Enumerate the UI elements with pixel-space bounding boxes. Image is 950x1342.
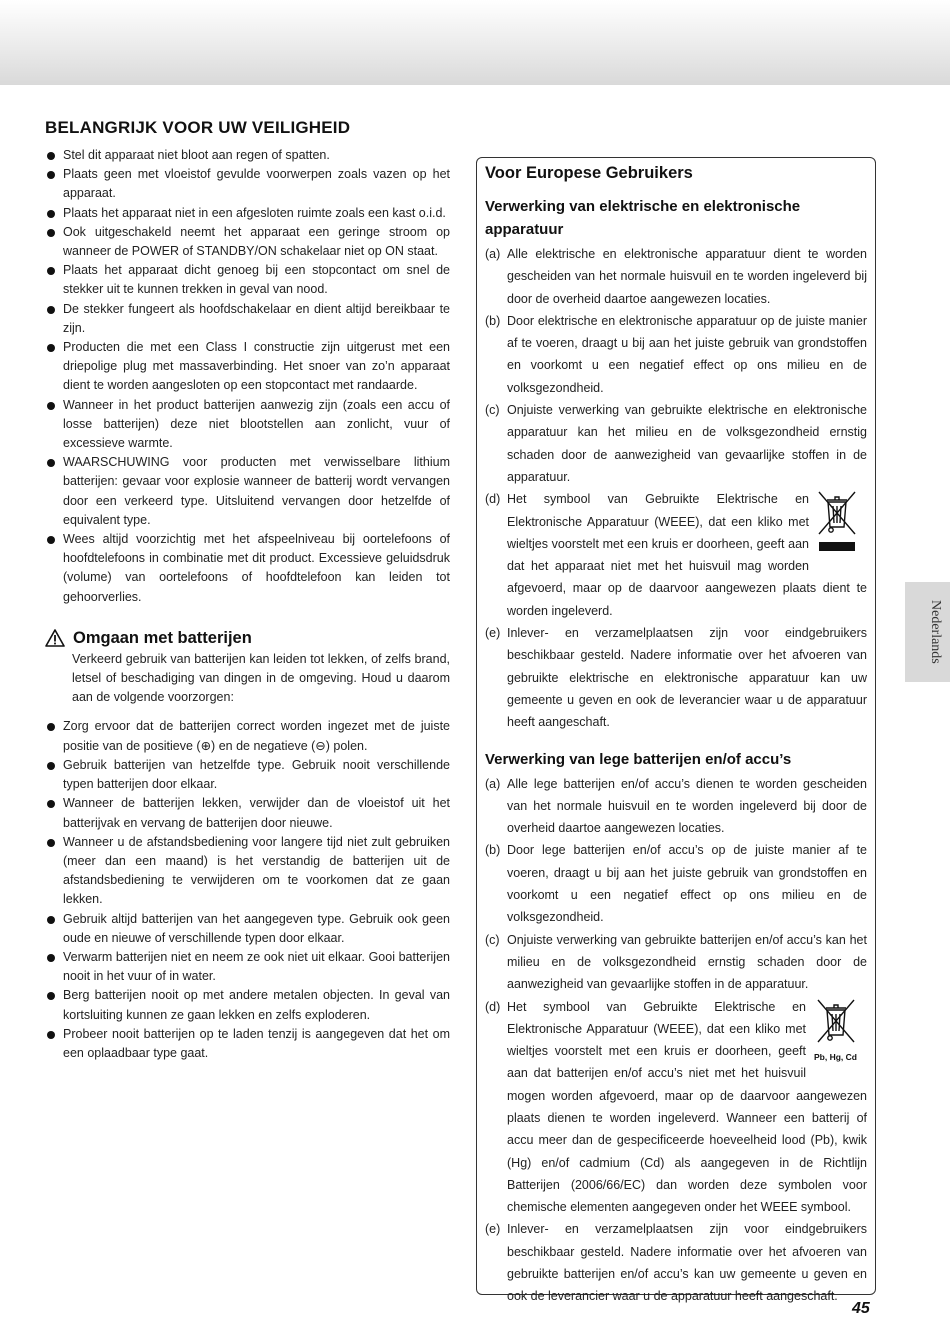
list-item: Wanneer u de afstandsbediening voor langere tijd niet zult gebruiken (meer dan een maand) is het verstandig de batterijen uit de afstandsbediening te verwijderen om te voorkomen dat ze gaan lekken. — [45, 833, 450, 910]
item-label: (e) — [485, 1222, 501, 1237]
list-item — [485, 1218, 867, 1307]
list-item: Probeer nooit batterijen op te laden tenzij is aangegeven dat het om een oplaadbaar type gaat. — [45, 1025, 450, 1063]
item-text: Inlever- en verzamelplaatsen zijn voor eindgebruikers beschikbaar gesteld. Nadere informatie over het afvoeren van gebruikte elektrische en elektronische apparatuur kan uw gemeente u geven en ook de leverancier waar u de apparatuur heeft aangeschaft. — [507, 626, 867, 730]
item-text: Inlever- en verzamelplaatsen zijn voor eindgebruikers beschikbaar gesteld. Nadere informatie over het afvoeren van gebruikte batterijen en/of accu’s kan uw gemeente u geven en ook de leverancier waar u de apparatuur heeft aangeschaft. — [507, 1222, 867, 1304]
item-text: Alle lege batterijen en/of accu’s dienen te worden gescheiden van het normale huisvuil en te worden ingeleverd bij door de overheid daartoe aangewezen locaties. — [507, 776, 867, 836]
battery-section-title: Omgaan met batterijen — [73, 628, 252, 647]
left-column — [45, 118, 450, 1063]
list-item: Stel dit apparaat niet bloot aan regen of spatten. — [45, 146, 450, 165]
list-item — [485, 243, 867, 310]
list-item — [485, 310, 867, 399]
weee-symbol — [817, 490, 857, 551]
european-users-box — [476, 157, 876, 1304]
item-label: (d) — [485, 492, 501, 507]
list-item: De stekker fungeert als hoofdschakelaar en dient altijd bereikbaar te zijn. — [45, 300, 450, 338]
weee-bar — [819, 542, 855, 551]
battery-disposal-list — [485, 773, 867, 1308]
item-label: (a) — [485, 247, 501, 261]
item-label: (d) — [485, 999, 501, 1014]
battery-section-header — [45, 629, 450, 648]
list-item: Verwarm batterijen niet en neem ze ook niet uit elkaar. Gooi batterijen nooit in het vuur of in water. — [45, 948, 450, 986]
header-band — [0, 0, 950, 85]
list-item — [485, 488, 867, 622]
chemical-symbols: Pb, Hg, Cd — [814, 1051, 857, 1062]
list-item — [485, 996, 867, 1219]
item-text: Onjuiste verwerking van gebruikte elektrische en elektronische apparatuur kan het milieu en de volksgezondheid ernstig schaden door de aanwezigheid van gevaarlijke stoffen in de apparatuur. — [507, 403, 867, 484]
battery-intro: Verkeerd gebruik van batterijen kan leiden tot lekken, of zelfs brand, letsel of beschadiging van dingen in de omgeving. Houd u daarom aan de volgende voorzorgen: — [72, 651, 450, 705]
item-text: Door lege batterijen en/of accu’s op de juiste manier af te voeren, draagt u bij aan het juiste gebruik van grondstoffen en voorkomt u een negatief effect op ons milieu en de volksgezondheid. — [507, 843, 867, 925]
list-item: Plaats het apparaat niet in een afgesloten ruimte zoals een kast o.i.d. — [45, 204, 450, 223]
list-item: Wanneer de batterijen lekken, verwijder dan de vloeistof uit het batterijvak en vervang de batterijen door nieuwe. — [45, 794, 450, 832]
item-label: (c) — [485, 403, 500, 418]
weee-list — [485, 243, 867, 734]
list-item — [485, 773, 867, 840]
item-text: Onjuiste verwerking van gebruikte batterijen en/of accu’s kan het milieu en de volksgezondheid ernstig schaden door de aanwezigheid van gevaarlijke stoffen in de apparatuur. — [507, 932, 867, 992]
battery-disposal-heading: Verwerking van lege batterijen en/of accu’s — [485, 750, 792, 768]
list-item — [485, 399, 867, 488]
item-text: Door elektrische en elektronische apparatuur op de juiste manier af te voeren, draagt u bij aan het juiste gebruik van grondstoffen en voorkomt u een negatief effect op ons milieu en de volksgezondheid. — [507, 313, 867, 395]
list-item — [485, 622, 867, 733]
list-item: Plaats geen met vloeistof gevulde voorwerpen zoals vazen op het apparaat. — [45, 165, 450, 203]
item-label: (a) — [485, 776, 501, 791]
list-item — [485, 839, 867, 928]
list-item — [485, 929, 867, 996]
item-text: Het symbool van Gebruikte Elektrische en Elektronische Apparatuur (WEEE), dat een kliko met wieltjes voorstelt met een kruis er doorheen, geeft aan dat batterijen en/of accu’s niet met het huisvuil mogen worden afgevoerd, maar op de daarvoor aangewezen plaats dienen te worden ingeleverd. Wanneer een batterij of accu meer dan de gespecificeerde hoeveelheid lood (Pb), kwik (Hg) en/of cadmium (Cd) als aangegeven in de Richtlijn Batterijen (2006/66/EC) dan worden deze symbolen voor chemische elementen aangegeven onder het WEEE symbool. — [507, 999, 867, 1215]
battery-disposal-section — [485, 748, 867, 1308]
list-item: Berg batterijen nooit op met andere metalen objecten. In geval van kortsluiting kunnen ze gaan lekken en zelfs exploderen. — [45, 986, 450, 1024]
europe-title: Voor Europese Gebruikers — [485, 164, 693, 182]
safety-title: BELANGRIJK VOOR UW VEILIGHEID — [45, 118, 351, 137]
list-item: Wees altijd voorzichtig met het afspeelniveau bij oortelefoons of hoofdtelefoons in combinatie met dit product. Excessieve geluidsdruk (volume) van oortelefoons of hoofdtelefoon kan leiden tot gehoorverlies. — [45, 530, 450, 607]
item-text: Alle elektrische en elektronische apparatuur dient te worden gescheiden van het normale huisvuil en te worden ingeleverd bij door de overheid daartoe aangewezen locaties. — [507, 247, 867, 306]
list-item: Gebruik altijd batterijen van het aangegeven type. Gebruik ook geen oude en nieuwe of verschillende typen door elkaar. — [45, 910, 450, 948]
list-item: Ook uitgeschakeld neemt het apparaat een geringe stroom op wanneer de POWER of STANDBY/ON schakelaar niet op ON staat. — [45, 223, 450, 261]
language-side-tab — [905, 582, 950, 682]
weee-heading: Verwerking van elektrische en elektronische apparatuur — [485, 198, 801, 238]
item-label: (b) — [485, 313, 501, 328]
warning-triangle-icon — [45, 629, 65, 647]
item-label: (c) — [485, 932, 500, 947]
battery-list — [45, 717, 450, 1063]
page-number: 45 — [852, 1300, 870, 1317]
list-item: Plaats het apparaat dicht genoeg bij een stopcontact om snel de stekker uit te kunnen trekken in geval van nood. — [45, 261, 450, 299]
crossed-out-wheelie-bin-icon — [817, 490, 857, 536]
item-text: Het symbool van Gebruikte Elektrische en Elektronische Apparatuur (WEEE), dat een kliko met wieltjes voorstelt met een kruis er doorheen, geeft aan dat het apparaat niet met het huisvuil mag worden afgevoerd, maar op de daarvoor aangewezen plaats dient te worden ingeleverd. — [507, 492, 867, 618]
list-item: Zorg ervoor dat de batterijen correct worden ingezet met de juiste positie van de positieve (⊕) en de negatieve (⊖) polen. — [45, 717, 450, 755]
list-item: Wanneer in het product batterijen aanwezig zijn (zoals een accu of losse batterijen) deze niet blootstellen aan zonlicht, vuur of excessieve warmte. — [45, 396, 450, 454]
list-item: Producten die met een Class I constructie zijn uitgerust met een driepolige plug met massaverbinding. Het snoer van zo’n apparaat dient te worden aangesloten op een stopcontact met randaarde. — [45, 338, 450, 396]
list-item: Gebruik batterijen van hetzelfde type. Gebruik nooit verschillende typen batterijen door elkaar. — [45, 756, 450, 794]
battery-weee-symbol — [814, 998, 857, 1068]
side-tab-label: Nederlands — [928, 600, 943, 664]
safety-list — [45, 146, 450, 607]
crossed-out-wheelie-bin-icon — [816, 998, 856, 1044]
item-label: (e) — [485, 626, 501, 641]
item-label: (b) — [485, 843, 501, 858]
list-item: WAARSCHUWING voor producten met verwisselbare lithium batterijen: gevaar voor explosie wanneer de batterij wordt vervangen door een verkeerd type. Uitsluitend vervangen door hetzelfde of equivalent type. — [45, 453, 450, 530]
